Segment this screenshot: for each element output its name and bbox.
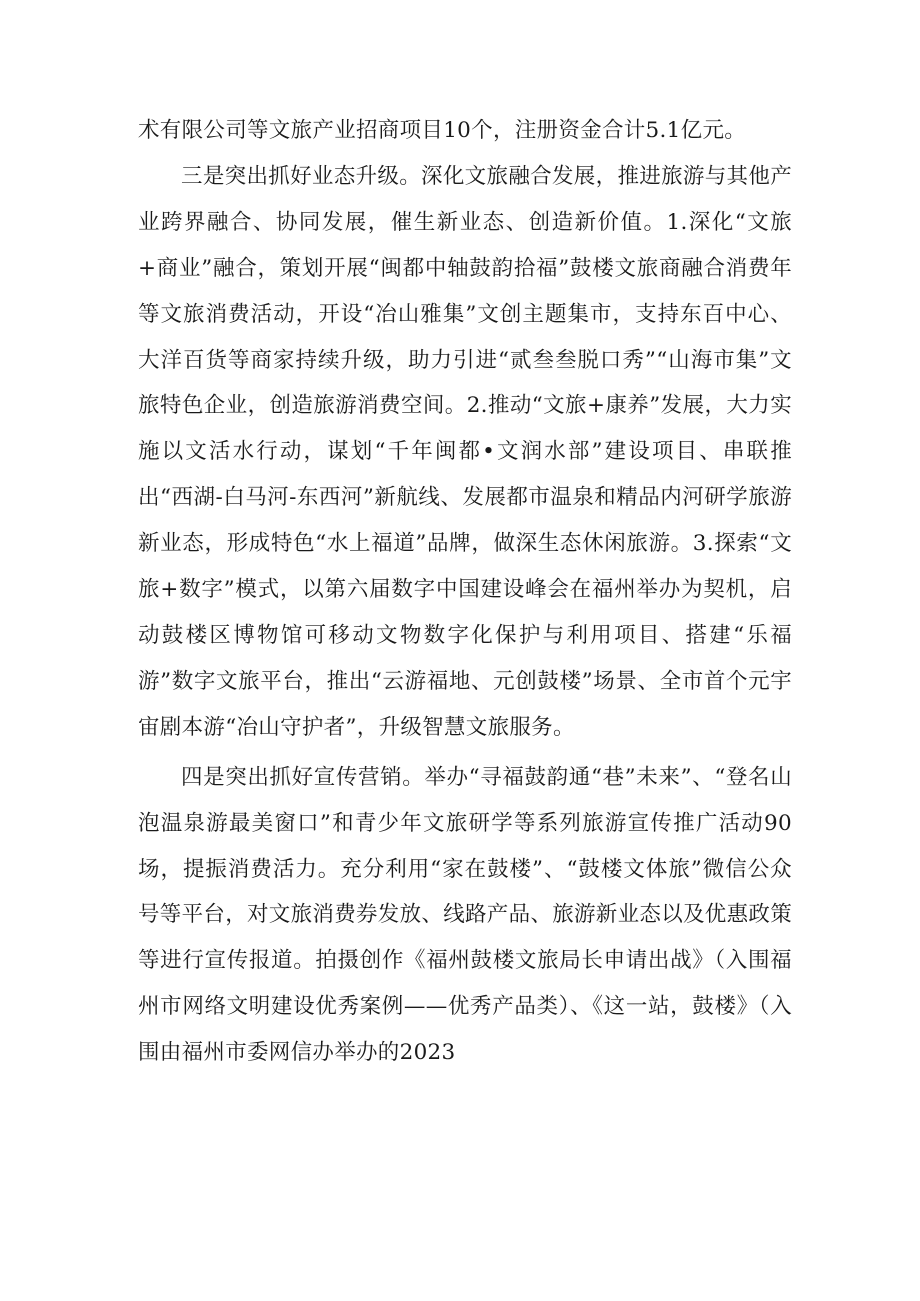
paragraph-marketing: 四是突出抓好宣传营销。举办“寻福鼓韵通“巷”未来”、“登名山泡温泉游最美窗口”和青少年文旅研学等系列旅游宣传推广活动90场，提振消费活力。充分利用“家在鼓楼”、“鼓楼文体旅”微信公众号等平台，对文旅消费券发放、线路产品、旅游新业态以及优惠政策等进行宣传报道。拍摄创作《福州鼓楼文旅局长申请出战》（入围福州市网络文明建设优秀案例——优秀产品类）、《这一站，鼓楼》（入围由福州市委网信办举办的2023 [138, 764, 793, 1066]
paragraph-business-upgrade: 三是突出抓好业态升级。深化文旅融合发展，推进旅游与其他产业跨界融合、协同发展，催生新业态、创造新价值。1.深化“文旅+商业”融合，策划开展“闽都中轴鼓韵拾福”鼓楼文旅商融合消费年等文旅消费活动，开设“冶山雅集”文创主题集市，支持东百中心、大洋百货等商家持续升级，助力引进“贰叁叁脱口秀”“山海市集”文旅特色企业，创造旅游消费空间。2.推动“文旅+康养”发展，大力实施以文活水行动，谋划“千年闽都•文润水部”建设项目、串联推出“西湖-白马河-东西河”新航线、发展都市温泉和精品内河研学旅游新业态，形成特色“水上福道”品牌，做深生态休闲旅游。3.探索“文旅+数字”模式，以第六届数字中国建设峰会在福州举办为契机，启动鼓楼区博物馆可移动文物数字化保护与利用项目、搭建“乐福游”数字文旅平台，推出“云游福地、元创鼓楼”场景、全市首个元宇宙剧本游“冶山守护者”，升级智慧文旅服务。 [138, 163, 792, 740]
document-body [138, 108, 792, 1076]
paragraph-continuation: 术有限公司等文旅产业招商项目10个，注册资金合计5.1亿元。 [138, 118, 747, 143]
